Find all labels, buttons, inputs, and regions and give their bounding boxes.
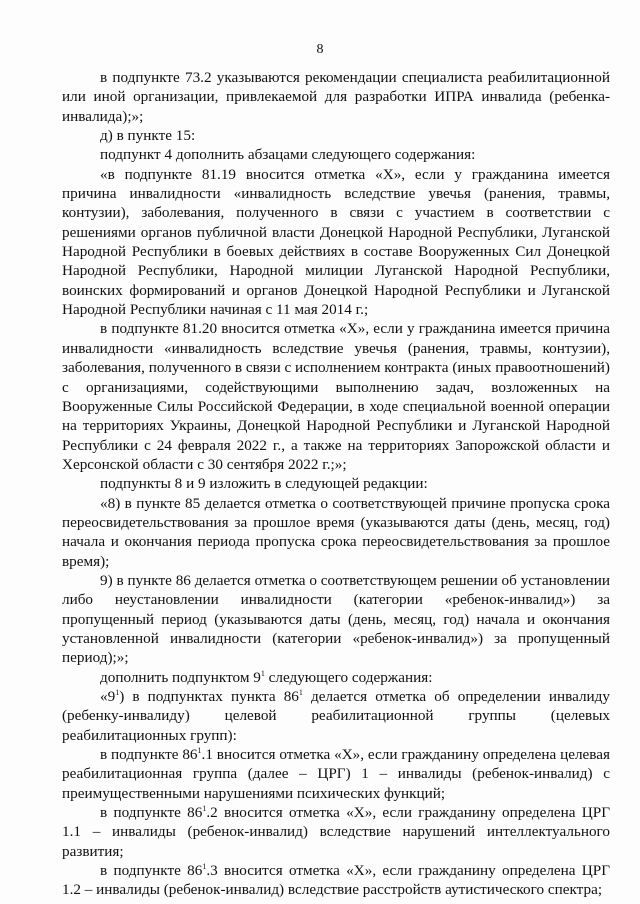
paragraph-text: .3 вносится отметка «Х», если гражданину определена ЦРГ 1.2 – инвалиды (ребенок-инвалид) вследствие расстройств аутистического спектра; <box>62 862 611 899</box>
paragraph-p12 <box>62 803 610 861</box>
paragraph-p11 <box>62 745 610 803</box>
paragraph-p4 <box>62 165 610 320</box>
paragraph-p5 <box>62 319 610 474</box>
paragraph-text: в подпункте 86 <box>100 804 203 822</box>
paragraph-p13 <box>62 861 610 900</box>
superscript-index: 1 <box>202 804 207 813</box>
page-number: 8 <box>316 42 324 57</box>
paragraph-text: подпункт 4 дополнить абзацами следующего содержания: <box>100 146 476 164</box>
paragraph-text: дополнить подпунктом 9 <box>100 668 261 686</box>
document-body <box>62 68 610 900</box>
paragraph-p9 <box>62 668 610 687</box>
paragraph-text: в подпункте 86 <box>100 746 198 764</box>
paragraph-text: в подпункте 73.2 указываются рекомендации специалиста реабилитационной или иной организации, привлекаемой для разработки ИПРА инвалида (ребенка-инвалида);»; <box>62 69 610 125</box>
superscript-index: 1 <box>298 687 303 697</box>
paragraph-text: 9) в пункте 86 делается отметка о соответствующем решении об установлении либо неустановлении инвалидности (категории «ребенок-инвалид») за пропущенный период (указываются даты (день, месяц, год) начала и окончания установленной инвалидности (категории «ребенок-инвалид») за пропущенный период);»; <box>62 571 610 667</box>
paragraph-text: делается отметка об определении инвалиду (ребенку-инвалиду) целевой реабилитационной группы (целевых реабилитационных групп): <box>62 688 611 744</box>
superscript-index: 1 <box>115 687 120 697</box>
superscript-index: 1 <box>202 862 207 872</box>
paragraph-p7 <box>62 494 610 571</box>
paragraph-text: .2 вносится отметка «Х», если гражданину определена ЦРГ 1.1 – инвалиды (ребенок-инвалид) вследствие нарушений интеллектуального развития; <box>62 804 611 860</box>
paragraph-p1 <box>62 68 610 126</box>
paragraph-p8 <box>62 571 610 668</box>
superscript-index: 1 <box>197 745 202 755</box>
paragraph-text: в подпункте 86 <box>100 862 203 880</box>
paragraph-text: следующего содержания: <box>264 668 433 686</box>
paragraph-text: «8) в пункте 85 делается отметка о соответствующей причине пропуска срока переосвидетельствования за прошлое время (указываются даты (день, месяц, год) начала и окончания периода пропуска срока переосвидетельствования за прошлое время); <box>62 494 610 570</box>
paragraph-text: в подпункте 81.20 вносится отметка «Х», если у гражданина имеется причина инвалидности «инвалидность вследствие увечья (ранения, травмы, контузии), заболевания, полученного в связи с исполнением контракта (иных правоотношений) с организациями, содействующими выполнению задач, возложенных на Вооруженные Силы Российской Федерации, в ходе специальной военной операции на территориях Украины, Донецкой Народной Республики и Луганской Народной Республики с 24 февраля 2022 г., а также на территориях Запорожской области и Херсонской области с 30 сентября 2022 г.;»; <box>62 320 610 473</box>
paragraph-text: подпункты 8 и 9 изложить в следующей редакции: <box>100 475 428 493</box>
paragraph-text: .1 вносится отметка «Х», если гражданину определена целевая реабилитационная группа (далее – ЦРГ) 1 – инвалиды (ребенок-инвалид) с преимущественными нарушениями психических функций; <box>62 746 610 802</box>
paragraph-p10 <box>62 687 610 745</box>
paragraph-text: «9 <box>100 688 116 705</box>
paragraph-text: д) в пункте 15: <box>100 127 196 145</box>
paragraph-p6 <box>62 474 610 493</box>
paragraph-p3 <box>62 145 610 164</box>
superscript-index: 1 <box>260 668 265 678</box>
paragraph-p2 <box>62 126 610 145</box>
paragraph-text: ) в подпунктах пункта 86 <box>119 688 299 705</box>
paragraph-text: «в подпункте 81.19 вносится отметка «Х», если у гражданина имеется причина инвалидности «инвалидность вследствие увечья (ранения, травмы, контузии), заболевания, полученного в связи с участием в соответствии с решениями органов публичной власти Донецкой Народной Республики, Луганской Народной Республики в боевых действиях в составе Вооруженных Сил Донецкой Народной Республики, Народной милиции Луганской Народной Республики, воинских формирований и органов Донецкой Народной Республики и Луганской Народной Республики начиная с 11 мая 2014 г.; <box>62 165 610 319</box>
